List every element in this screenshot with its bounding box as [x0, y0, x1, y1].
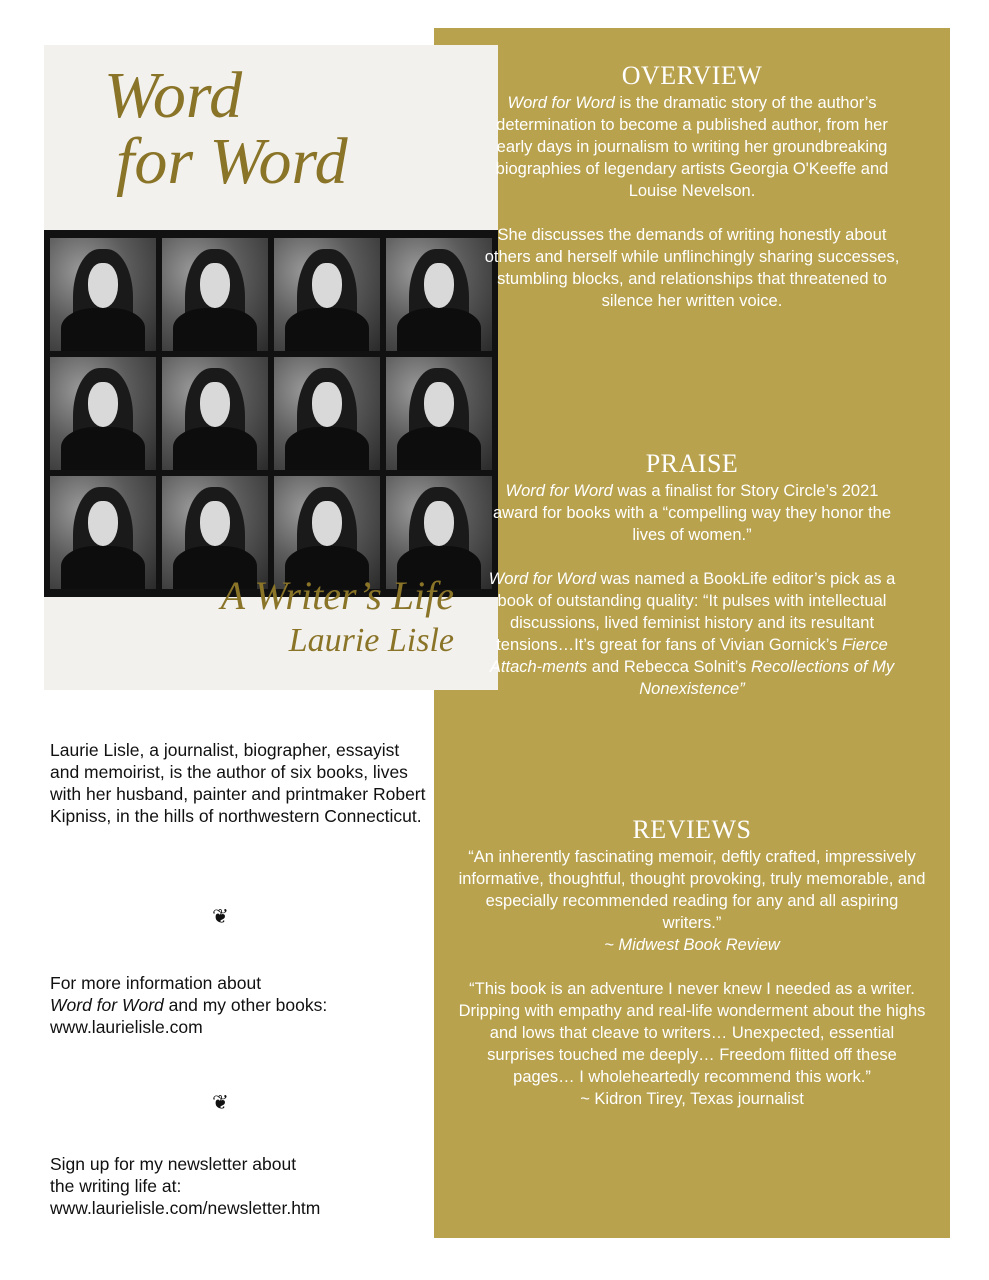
book-cover	[44, 45, 498, 690]
praise-section	[434, 448, 950, 700]
contact-sheet-photo	[44, 230, 498, 597]
review-1-source: ~ Midwest Book Review	[604, 936, 780, 954]
cover-title-line2: for Word	[116, 125, 348, 198]
praise-paragraph-1	[482, 480, 902, 546]
overview-section	[434, 60, 950, 312]
website-link[interactable]: www.laurielisle.com	[50, 1017, 203, 1037]
portrait-frame	[162, 238, 268, 351]
more-info-book-title: Word for Word	[50, 995, 164, 1015]
praise-p2-book-title: Word for Word	[488, 570, 596, 588]
overview-paragraph-2: She discusses the demands of writing honestly about others and herself while unflinchingly sharing successes, stumbling blocks, and relationships that threatened to silence her written voice.	[484, 226, 900, 310]
cover-title	[104, 59, 348, 198]
overview-heading: OVERVIEW	[621, 61, 763, 90]
newsletter-block	[50, 1153, 430, 1219]
newsletter-link[interactable]: www.laurielisle.com/newsletter.htm	[50, 1198, 321, 1218]
portrait-frame	[50, 476, 156, 589]
cover-author: Laurie Lisle	[288, 622, 454, 659]
portrait-frame	[50, 357, 156, 470]
portrait-frame	[50, 238, 156, 351]
praise-p2-book1: Fierce Attach-ments	[489, 636, 888, 676]
cover-title-line1: Word	[104, 59, 243, 132]
more-info-block	[50, 972, 430, 1038]
newsletter-line2: the writing life at:	[50, 1176, 182, 1196]
review-1-text: “An inherently fascinating memoir, deftly crafted, impressively informative, thoughtful, thought provoking, truly memorable, and especially recommended reading for any and all aspiring writers.”	[458, 848, 926, 932]
portrait-frame	[162, 357, 268, 470]
overview-book-title: Word for Word	[507, 94, 615, 112]
overview-p1-text: is the dramatic story of the author’s determination to become a published author, from her early days in journalism to writing her groundbreaking biographies of legendary artists Georgia O'Keeffe and Louise Nevelson.	[495, 94, 889, 200]
praise-paragraph-2	[482, 568, 902, 700]
swirl-ornament-icon: ❦	[212, 1090, 229, 1114]
praise-p2-mid: and Rebecca Solnit’s	[587, 658, 752, 676]
review-2-text: “This book is an adventure I never knew I needed as a writer. Dripping with empathy and real-life wonderment about the highs and lows that cleave to writers… Unexpected, essential surprises touched me deeply… Freedom flitted off these pages… I wholeheartedly recommend this work.”	[458, 980, 926, 1086]
cover-subtitle: A Writer’s Life	[220, 573, 454, 618]
praise-p1-text: was a finalist for Story Circle’s 2021 award for books with a “compelling way they honor the lives of women.”	[492, 482, 892, 544]
reviews-heading: REVIEWS	[632, 815, 752, 844]
overview-paragraph-1	[482, 92, 902, 202]
swirl-ornament-icon: ❦	[212, 904, 229, 928]
reviews-section	[434, 814, 950, 1110]
praise-heading: PRAISE	[645, 449, 739, 478]
praise-p1-book-title: Word for Word	[505, 482, 613, 500]
review-2-source: ~ Kidron Tirey, Texas journalist	[580, 1090, 804, 1108]
praise-p2-text: was named a BookLife editor’s pick as a book of outstanding quality: “It pulses with intellectual discussions, lived feminist history and its resultant tensions…It’s great for fans of Vivian Gornick’s	[496, 570, 896, 654]
praise-p2-book2: Recollections of My Nonexistence”	[639, 658, 895, 698]
more-info-suffix: and my other books:	[163, 995, 328, 1015]
portrait-frame	[274, 238, 380, 351]
newsletter-line1: Sign up for my newsletter about	[50, 1154, 297, 1174]
portrait-frame	[274, 357, 380, 470]
author-bio: Laurie Lisle, a journalist, biographer, essayist and memoirist, is the author of six books, lives with her husband, painter and printmaker Robert Kipniss, in the hills of northwestern Connecticut.	[50, 740, 426, 826]
cover-subtitle-block	[221, 573, 454, 663]
more-info-prefix: For more information about	[50, 973, 262, 993]
